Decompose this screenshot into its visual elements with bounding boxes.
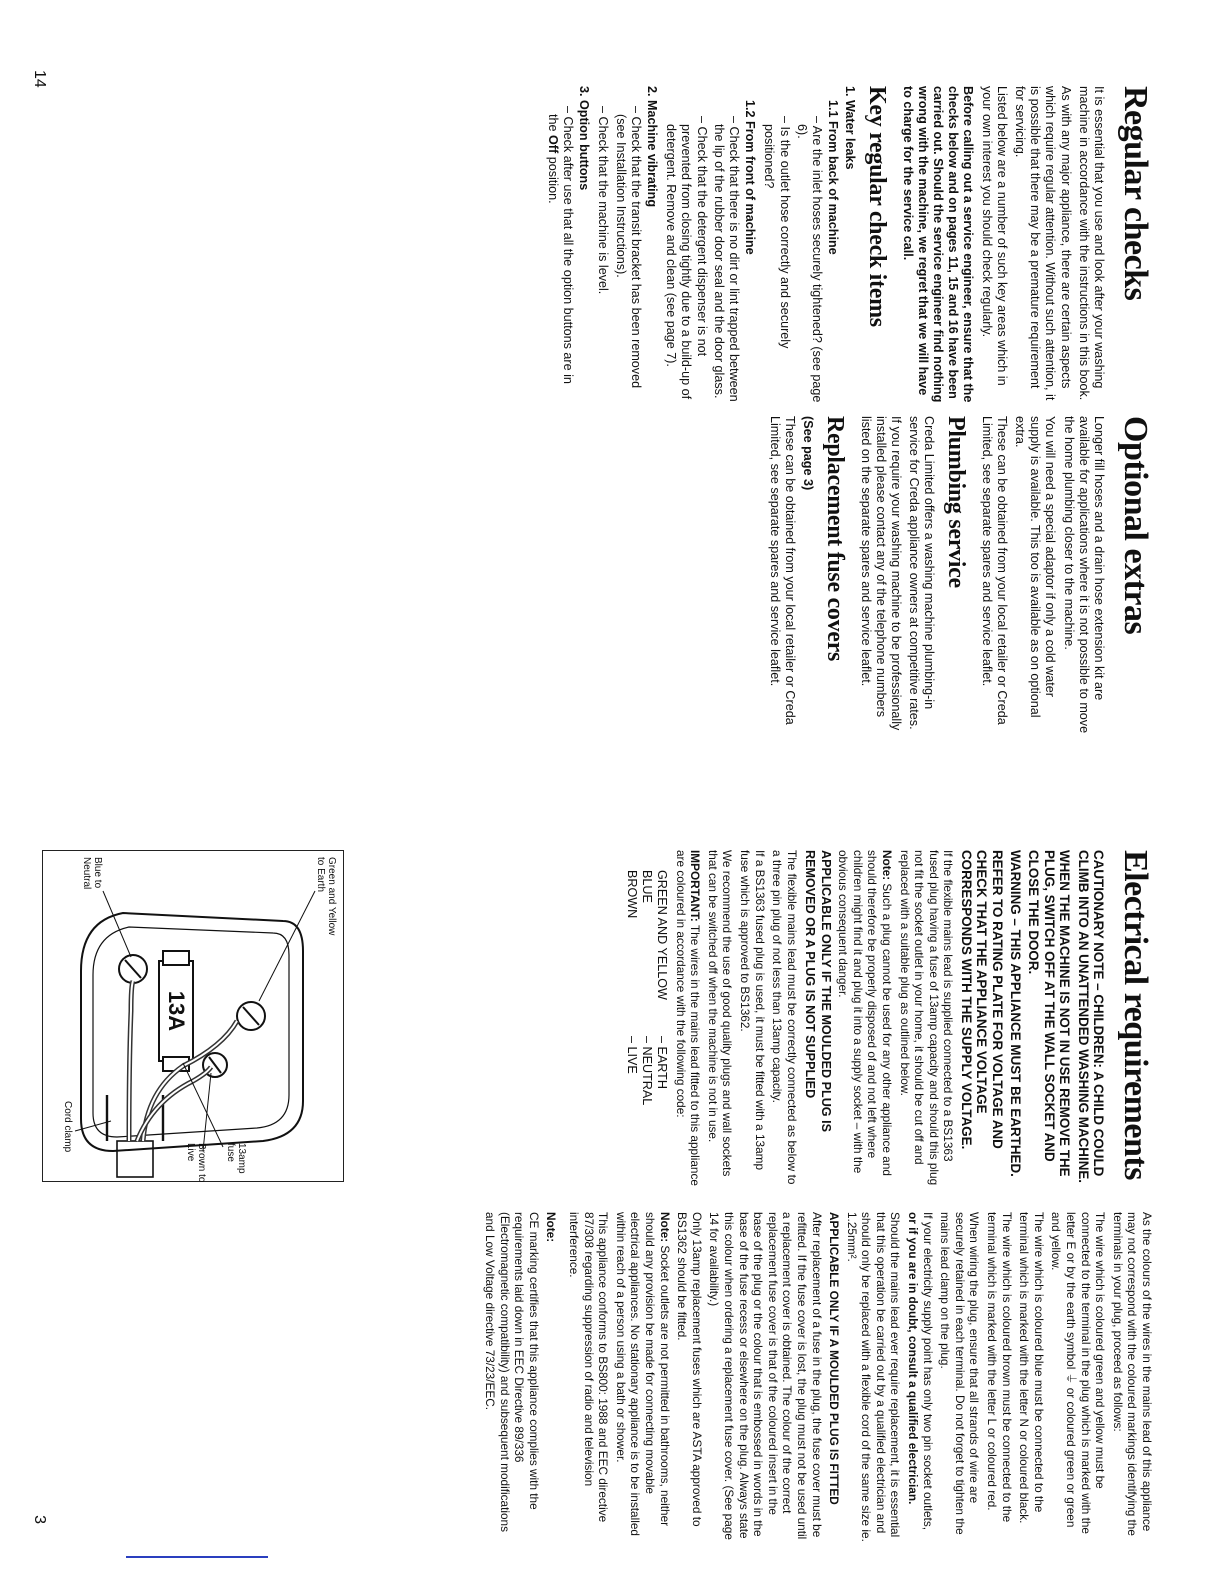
moulded-fitted-heading: APPLICABLE ONLY IF A MOULDED PLUG IS FITTED	[827, 1212, 842, 1505]
electrical-column	[616, 850, 1154, 1190]
ce-note-title: Note:	[544, 1212, 559, 1243]
rating-plate-note: REFER TO RATING PLATE FOR VOLTAGE AND CHECK THAT THE APPLIANCE VOLTAGE CORRESPONDS WITH THE SUPPLY VOLTAGE.	[958, 850, 1005, 1150]
fuse-covers-see-page: (See page 3)	[801, 416, 816, 491]
green-wire-paragraph: The wire which is coloured green and yellow must be connected to the terminal in the plug which is marked with the letter E or by the earth symbol ⏚ or coloured green or green and yellow.	[1049, 1212, 1108, 1534]
optional-extras-p2: You will need a special adaptor if only a cold water supply is available. This too is available as on optional extra.	[1012, 416, 1058, 718]
wire-colour-codes	[624, 870, 669, 1190]
connect-paragraph: The flexible mains lead must be correctly connected as below to a three pin plug of not less than 13amp capacity.	[770, 850, 799, 1185]
colours-paragraph: As the colours of the wires in the mains lead of this appliance may not correspond with the coloured markings identifying the terminals in your plug, proceed as follows:	[1110, 1212, 1154, 1536]
supply-bold: or if you are in doubt, consult a qualified electrician.	[906, 1212, 921, 1505]
item-back-a: – Are the inlet hoses securely tightened? (see page 6).	[794, 116, 824, 403]
key-items-title: Key regular check items	[864, 86, 891, 327]
item-back-of-machine	[761, 100, 840, 404]
socket-note	[613, 1212, 671, 1542]
leader-blue	[103, 891, 131, 957]
label-blue: Blue to Neutral	[81, 857, 103, 890]
ce-paragraph: CE marking certifies that this appliance complies with the requirements laid down in EEC Directive 89/336 (Electromagnetic compatibility) and subsequent modifications and Low Voltage directive 73/23/EEC.	[483, 1212, 541, 1532]
fuse-mark: 13A	[164, 990, 189, 1032]
plug-note-label: Note:	[879, 850, 894, 881]
asta-paragraph: Only 13amp replacement fuses which are ASTA approved to BS1362 should be fitted.	[675, 1212, 704, 1527]
code-colour: GREEN AND YELLOW	[655, 870, 670, 1000]
fuse-cap-left	[163, 951, 189, 965]
earthed-warning: WARNING – THIS APPLIANCE MUST BE EARTHED.	[1007, 850, 1023, 1177]
leader-brown	[203, 1073, 211, 1151]
regular-checks-p2: As with any major appliance, there are certain aspects which require regular attention. Without such attention, it is possible that there may be a premature requirement for servicing.	[1012, 86, 1073, 401]
cord	[117, 1141, 153, 1177]
item-water-leaks	[663, 86, 857, 404]
caution-note: CAUTIONARY NOTE – CHILDREN: A CHILD COULD CLIMB INTO AN UNATTENDED WASHING MACHINE.	[1075, 850, 1106, 1184]
item-vibrating-a: – Check that the transit bracket has been removed (see Installation Instructions).	[613, 106, 643, 389]
plumbing-p2: If you require your washing machine to be professionally installed please contact any of the telephone numbers listed on the separate spares and service leaflet.	[858, 416, 903, 731]
replace-lead-paragraph: Should the mains lead ever require replacement, it is essential that this operation be carried out by a qualified electrician and should only be replaced with a flexible cord of the same size ie. 1.25mm².	[844, 1212, 903, 1542]
code-meaning: – EARTH	[655, 1036, 670, 1089]
item-front-b: – Check that the detergent dispenser is not prevented from closing tightly due to a build-up of detergent. Remove and clean (see page 7).	[664, 116, 709, 400]
item-option-a-post: position.	[545, 153, 560, 204]
optional-extras-column	[764, 416, 1154, 736]
item-option-a-off: Off	[545, 135, 560, 154]
item-option-a	[545, 100, 575, 404]
fuse-covers-title: Replacement fuse covers	[822, 416, 849, 662]
page-number-left: 14	[31, 70, 48, 88]
wiring-paragraph: When wiring the plug, ensure that all strands of wire are securely retained in each terminal. Do not forget to tighten the mains lead clamp on the plug.	[938, 1212, 982, 1535]
item-option-title: 3. Option buttons	[577, 86, 592, 191]
supply-pre: If your electricity supply point has only two pin socket outlets,	[920, 1212, 935, 1531]
item-water-leaks-title: 1. Water leaks	[843, 86, 858, 170]
code-colour: BLUE	[640, 870, 655, 903]
socket-note-text: Socket outlets are not permitted in bathrooms, neither should any provision be made for connecting movable electrical appliances. No stationary appliance is to be installed within reach of a person using a bath or shower.	[613, 1212, 672, 1536]
code-colour: BROWN	[625, 870, 640, 919]
optional-extras-title: Optional extras	[1117, 416, 1154, 635]
label-cord: Cord clamp	[62, 1101, 73, 1153]
plug-note	[836, 850, 894, 1190]
regular-checks-column	[541, 86, 1155, 404]
item-vibrating-title: 2. Machine vibrating	[644, 86, 659, 208]
plumbing-title: Plumbing service	[943, 416, 970, 588]
item-machine-vibrating	[595, 86, 659, 404]
important-text: The wires in the mains lead fitted to this appliance are coloured in accordance with the following code:	[673, 850, 703, 1186]
regular-checks-title: Regular checks	[1117, 86, 1154, 301]
item-option-a-pre: – Check after use that all the option buttons are in the	[545, 106, 575, 384]
item-option-buttons	[545, 86, 592, 404]
optional-extras-p1: Longer fill hoses and a drain hose extension kit are available for applications where it is not possible to move the home plumbing closer to the machine.	[1061, 416, 1106, 734]
electrical-title: Electrical requirements	[1117, 850, 1154, 1180]
socket-note-label: Note:	[657, 1212, 672, 1243]
label-fuse: 13amp fuse	[225, 1143, 247, 1174]
label-green-yellow: Green and Yellow to Earth	[315, 857, 337, 936]
code-row	[654, 870, 669, 1190]
item-back-b: – Is the outlet hose correctly and securely positioned?	[762, 116, 792, 349]
item-front-a: – Check that there is no dirt or lint trapped between the lip of the rubber door seal and the door glass.	[711, 116, 741, 402]
recommend-paragraph: We recommend the use of good quality plugs and wall sockets that can be switched off when the machine is not in use.	[705, 850, 735, 1177]
item-front-of-machine	[663, 100, 757, 404]
code-row	[639, 870, 654, 1190]
neutral-terminal-slot	[125, 960, 141, 978]
bs1363-paragraph: If a BS1363 fused plug is used, it must be fitted with a 13amp fuse which is approved to BS1362.	[738, 850, 767, 1171]
live-wire	[137, 1067, 211, 1141]
plug-note-text: Such a plug cannot be used for any other appliance and should therefore be properly disposed of and not left where children might find it and plug it into a supply socket – with the obvious consequent danger.	[836, 850, 894, 1176]
regular-checks-p1: It is essential that you use and look after your washing machine in accordance with the instructions in this book.	[1076, 86, 1106, 401]
not-in-use-note: WHEN THE MACHINE IS NOT IN USE REMOVE THE PLUG, SWITCH OFF AT THE WALL SOCKET AND CLOSE THE DOOR.	[1026, 850, 1073, 1177]
supply-paragraph	[906, 1212, 935, 1542]
after-fuse-paragraph: After replacement of a fuse in the plug, the fuse cover must be refitted. If the fuse cover is lost, the plug must not be used until a replacement cover is obtained. The colour of the correct replacement fuse cover is that of the coloured insert in the base of the plug or the colour that is embossed in words in the base of the fuse recess or elsewhere on the plug. Always state this colour when ordering a replacement fuse cover. (See page 14 for availability.)	[707, 1212, 824, 1540]
item-vibrating-b: – Check that the machine is level.	[596, 106, 611, 295]
conforms-paragraph: This appliance conforms to BS800: 1988 and EEC directive 87/308 regarding suppression of radio and television interference.	[567, 1212, 611, 1523]
page-3	[0, 792, 1224, 1584]
code-row	[624, 870, 639, 1190]
earth-terminal-slot	[243, 1007, 259, 1025]
important-paragraph	[673, 850, 702, 1190]
blue-wire-paragraph: The wire which is coloured blue must be connected to the terminal which is marked with the letter N or coloured black.	[1017, 1212, 1046, 1524]
item-front-title: 1.2 From front of machine	[743, 100, 758, 255]
plug-wiring-diagram	[42, 850, 344, 1182]
leader-green-yellow	[259, 891, 315, 1001]
fuse-covers-p1: These can be obtained from your local retailer or Creda Limited, see separate spares and service leaflet.	[767, 416, 798, 725]
wiring-column	[479, 1212, 1154, 1542]
code-meaning: – NEUTRAL	[640, 1036, 655, 1106]
flexible-lead-paragraph: If the flexible mains lead is supplied connected to a BS1363 fused plug having a fuse of 13amp capacity and should this plug not fit the socket outlet in your home, it should be cut off and replaced with a suitable plug as outlined below.	[897, 850, 956, 1186]
important-label: IMPORTANT:	[688, 850, 703, 922]
page-number-right: 3	[31, 1515, 48, 1524]
moulded-removed-heading: APPLICABLE ONLY IF THE MOULDED PLUG IS REMOVED OR A PLUG IS NOT SUPPLIED	[803, 850, 833, 1132]
code-meaning: – LIVE	[625, 1036, 640, 1074]
blue-rule	[126, 1556, 268, 1558]
item-back-title: 1.1 From back of machine	[826, 100, 841, 255]
plumbing-p1: Creda Limited offers a washing machine plumbing-in service for Creda appliance owners at competitive rates.	[907, 416, 937, 730]
optional-extras-p3: These can be obtained from your local retailer or Creda Limited, see separate spares and service leaflet.	[979, 416, 1009, 725]
regular-checks-p3: Listed below are a number of such key areas which in your own interest you should check regularly.	[979, 86, 1009, 386]
regular-checks-warning: Before calling out a service engineer, ensure that the checks below and on pages 11, 15 and 16 have been carried out. Should the service engineer find nothing wrong with the machine, we regret that we will have to charge for the service call.	[900, 86, 976, 403]
brown-wire-paragraph: The wire which is coloured brown must be connected to the terminal which is marked with the letter L or coloured red.	[985, 1212, 1014, 1523]
label-brown: Brown to Live	[185, 1143, 207, 1183]
